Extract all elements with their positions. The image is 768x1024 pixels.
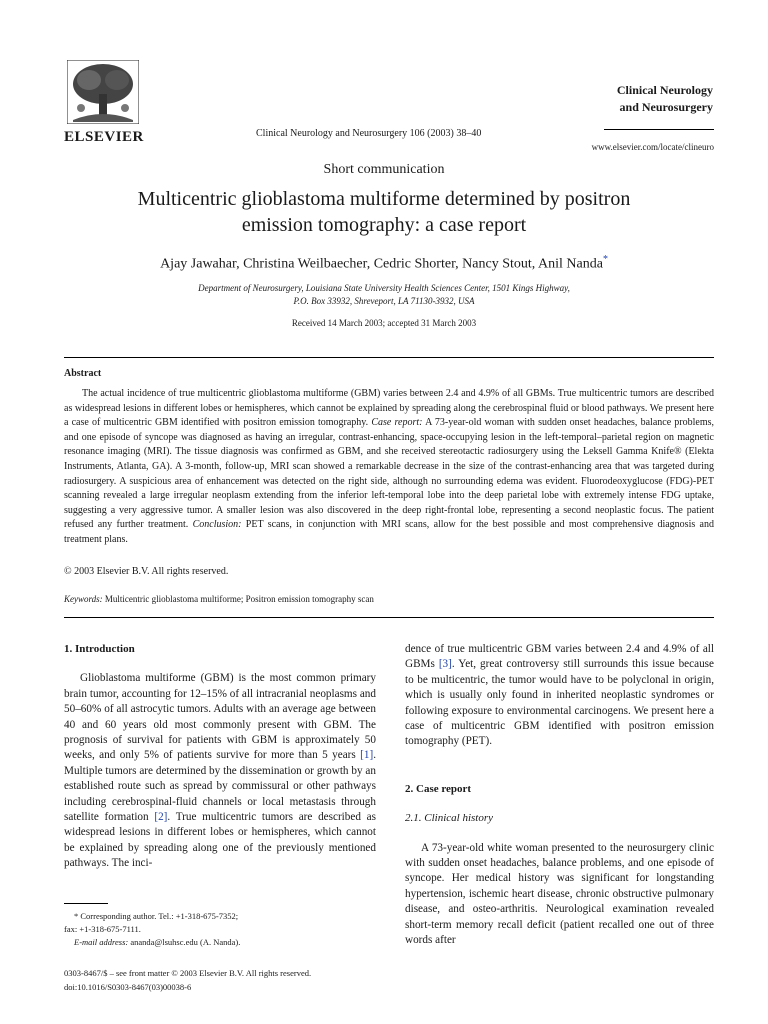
conclusion-label: Conclusion: — [192, 519, 242, 531]
intro-text-a: Glioblastoma multiforme (GBM) is the most common primary brain tumor, accounting for 12–15% of all intracranial neoplasms and 50–60% of all astrocytic tumors. Adults with an average age between 40 and 60 years old most commonly present with GBM. The prognosis of survival for patients with GBM is approximately 50 weeks, and only 5% of patients survive for more than 5 years — [64, 672, 376, 762]
body-top-divider — [64, 617, 714, 618]
case-paragraph: A 73-year-old white woman presented to the neurosurgery clinic with sudden onset headaches, balance problems, and one episode of syncope. Her medical history was significant for longstanding hypertension, ischemic heart disease, chronic obstructive pulmonary disease, and osteo-arthritis. Neurological examination revealed short-term memory recall deficit (patient recalled one out of three words after — [405, 841, 714, 947]
email-text[interactable]: ananda@lsuhsc.edu (A. Nanda). — [130, 937, 241, 947]
article-title-line2: emission tomography: a case report — [241, 214, 527, 236]
journal-citation: Clinical Neurology and Neurosurgery 106 (2003) 38–40 — [256, 128, 482, 139]
abstract-top-divider — [64, 357, 714, 358]
citation-2[interactable]: [2] — [154, 811, 168, 824]
abstract-heading: Abstract — [64, 368, 102, 379]
right-column — [405, 642, 714, 949]
intro-continuation — [405, 642, 714, 750]
intro-text-c: . True multicentric tumors are described as widespread lesions in different lobes or hemispheres, which cannot be explained by spreading along one of the previously mentioned pathways. The inci- — [64, 811, 376, 870]
journal-url[interactable]: www.elsevier.com/locate/clineuro — [591, 142, 714, 152]
footnote-line2: fax: +1-318-675-7111. — [64, 924, 141, 934]
journal-name-line2: and Neurosurgery — [619, 100, 713, 114]
publisher-name: ELSEVIER — [64, 129, 144, 145]
keywords-label: Keywords: — [64, 594, 103, 604]
affiliation-line1: Department of Neurosurgery, Louisiana State University Health Sciences Center, 1501 Kings Highway, — [198, 283, 570, 293]
author-list — [0, 254, 768, 273]
footer-doi[interactable]: doi:10.1016/S0303-8467(03)00038-6 — [64, 982, 192, 992]
intro-cont-b: . Yet, great controversy still surrounds this issue because to be multicentric, the tumor would have to be polyclonal in origin, which is usually only found in inherited neoplastic syndromes or following exposure to environmental carcinogens. We present here a case of multicentric GBM identified with positron emission tomography (PET). — [405, 658, 714, 748]
keywords-text: Multicentric glioblastoma multiforme; Positron emission tomography scan — [104, 594, 374, 604]
footnote-email — [64, 936, 364, 949]
received-dates: Received 14 March 2003; accepted 31 March 2003 — [291, 318, 477, 328]
section-type: Short communication — [323, 162, 445, 177]
footnote-line1: * Corresponding author. Tel.: +1-318-675-7352; — [74, 911, 239, 921]
affiliation-line2: P.O. Box 33932, Shreveport, LA 71130-3932, USA — [293, 296, 475, 306]
citation-3[interactable]: [3] — [438, 658, 452, 671]
abstract-copyright: © 2003 Elsevier B.V. All rights reserved. — [64, 566, 229, 577]
intro-paragraph — [64, 671, 376, 871]
publisher-logo — [64, 60, 144, 145]
page-footer — [64, 966, 311, 994]
abstract-part3: PET scans, in conjunction with MRI scans, allow for the best possible and most comprehensive diagnosis and treatment plans. — [64, 519, 714, 545]
article-title — [60, 186, 708, 238]
journal-name-line1: Clinical Neurology — [616, 83, 713, 97]
abstract-part2: A 73-year-old woman with sudden onset headaches, balance problems, and one episode of syncope was diagnosed as having an irregular, contrast-enhancing, space-occupying lesion in the left-temporal–parietal region on magnetic resonance imaging (MRI). The tissue diagnosis was confirmed as GBM, and she received stereotactic radiosurgery using the Leksell Gamma Knife® (Elekta Instruments, Atlanta, GA). A 3-month, follow-up, MRI scan showed a remarkable decrease in the size of the contrast-enhancing area that was targeted during radiosurgery. A suspicious area of enhancement was detected on the right side, although no surrounding edema was evident. Fluorodeoxyglucose (FDG)-PET scanning revealed a large irregular neoplasm extending from the inferior left-temporal lobe into the deep parietal lobe with extremely intense FDG uptake, suggesting a very aggressive tumor. A smaller lesion was also discovered in the deep right-frontal lobe, representing a second neoplastic focus. The patient refused any further treatment. — [64, 417, 715, 531]
keywords — [64, 594, 374, 604]
authors-text: Ajay Jawahar, Christina Weilbaecher, Cedric Shorter, Nancy Stout, Anil Nanda — [160, 256, 603, 272]
intro-text-b: . Multiple tumors are determined by the dissemination or growth by an established route such as spread by commissural or other pathways including cerebrospinal-fluid channels or local metastasis through satellite formation — [64, 749, 377, 824]
elsevier-tree-icon — [67, 60, 139, 124]
abstract-part1: The actual incidence of true multicentric glioblastoma multiforme (GBM) varies between 2.4 and 4.9% of all GBMs. True multicentric tumors are described as widespread lesions in different lobes or hemispheres, which cannot be explained by spreading along the cerebrospinal fluid or blood pathways. We present here a case of multicentric GBM identified with positron emission tomography. — [64, 388, 714, 429]
affiliation — [120, 282, 648, 308]
left-column — [64, 642, 376, 872]
intro-heading: 1. Introduction — [64, 643, 135, 655]
case-report-label: Case report: — [371, 417, 423, 429]
footnote — [64, 910, 364, 949]
intro-cont-a: dence of true multicentric GBM varies between 2.4 and 4.9% of all GBMs — [405, 643, 714, 671]
clinical-history-heading: 2.1. Clinical history — [405, 812, 493, 825]
corresponding-author-link[interactable]: * — [602, 254, 608, 265]
abstract-text — [64, 387, 714, 548]
case-report-heading: 2. Case report — [405, 782, 472, 795]
journal-divider — [604, 129, 714, 130]
article-title-line1: Multicentric glioblastoma multiforme determined by positron — [137, 188, 631, 210]
citation-1[interactable]: [1] — [360, 749, 374, 762]
footer-issn: 0303-8467/$ – see front matter © 2003 Elsevier B.V. All rights reserved. — [64, 968, 312, 978]
email-label: E-mail address: — [74, 937, 129, 947]
footnote-divider — [64, 903, 108, 904]
journal-name — [617, 82, 713, 116]
